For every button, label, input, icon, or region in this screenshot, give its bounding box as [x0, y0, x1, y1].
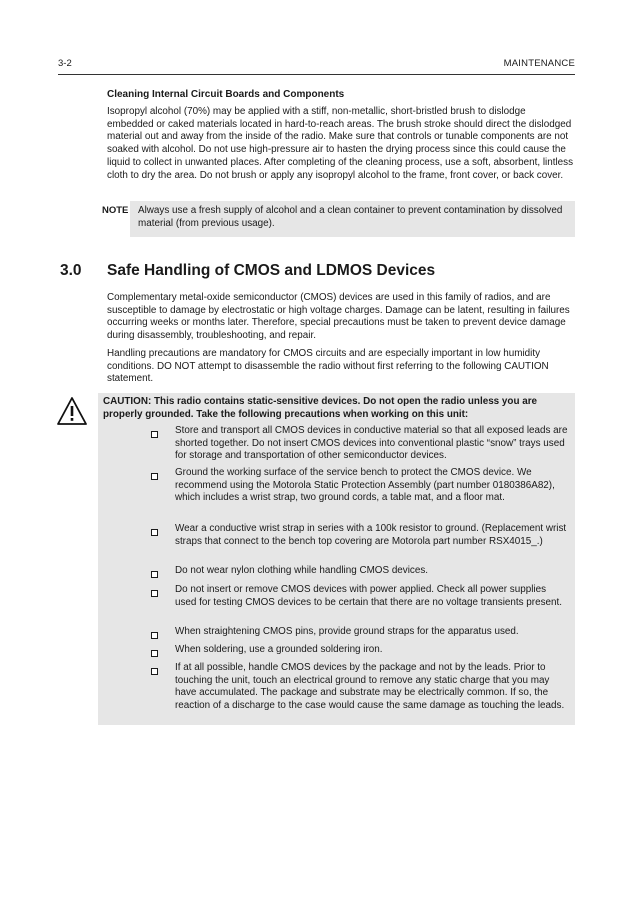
section-name: MAINTENANCE [503, 58, 575, 69]
cleaning-heading: Cleaning Internal Circuit Boards and Components [107, 89, 345, 100]
page-header [58, 58, 575, 74]
caution-heading: CAUTION: This radio contains static-sensitive devices. Do not open the radio unless you are properly grounded. Take the following precautions when working on this unit: [103, 396, 538, 420]
section-paragraph: Complementary metal-oxide semiconductor (CMOS) devices are used in this family of radios, and are susceptible to damage by electrostatic or high voltage charges. Damage can be latent, resulting in failures occurring weeks or months later. Therefore, special precautions must be taken to prevent device damage during disassembly, troubleshooting, and repair. [107, 292, 570, 342]
checkbox-bullet-icon [151, 668, 158, 675]
warning-triangle-icon [57, 396, 87, 426]
checkbox-bullet-icon [151, 473, 158, 480]
cleaning-paragraph: Isopropyl alcohol (70%) may be applied with a stiff, non-metallic, short-bristled brush to dislodge embedded or caked materials located in hard-to-reach areas. The brush stroke should direct the dislodged material out and away from the inside of the radio. Make sure that controls or tunable components are not soaked with alcohol. Do not use high-pressure air to hasten the drying process since this could cause the liquid to collect in unwanted places. After completing of the cleaning process, use a soft, absorbent, lintless cloth to dry the area. Do not brush or apply any isopropyl alcohol to the frame, front cover, or back cover. [107, 106, 574, 181]
precaution-text: When straightening CMOS pins, provide ground straps for the apparatus used. [175, 626, 519, 637]
precaution-text: Wear a conductive wrist strap in series with a 100k resistor to ground. (Replacement wrist straps that connect to the bench top covering are Motorola part number RSX4015_.) [175, 523, 567, 547]
checkbox-bullet-icon [151, 632, 158, 639]
precaution-text: When soldering, use a grounded soldering iron. [175, 644, 383, 655]
precaution-text: If at all possible, handle CMOS devices by the package and not by the leads. Prior to touching the unit, touch an electrical ground to remove any static charge that you may have accumulated. The package and substrate may be electrically common. If so, the reaction of a discharge to the case would cause the same damage as touching the leads. [175, 662, 565, 712]
checkbox-bullet-icon [151, 529, 158, 536]
checkbox-bullet-icon [151, 431, 158, 438]
precaution-text: Do not wear nylon clothing while handling CMOS devices. [175, 565, 429, 576]
header-divider [58, 74, 575, 75]
note-text: Always use a fresh supply of alcohol and a clean container to prevent contamination by dissolved material (from previous usage). [138, 205, 563, 229]
section-title: Safe Handling of CMOS and LDMOS Devices [107, 262, 436, 279]
page-number: 3-2 [58, 58, 72, 69]
precaution-text: Ground the working surface of the service bench to protect the CMOS device. We recommend using the Motorola Static Protection Assembly (part number 0180386A82), which includes a wrist strap, two ground cords, a table mat, and a floor mat. [175, 467, 555, 504]
section-number: 3.0 [60, 262, 82, 279]
checkbox-bullet-icon [151, 571, 158, 578]
note-label: NOTE [102, 205, 129, 216]
section-paragraph: Handling precautions are mandatory for CMOS circuits and are especially important in low humidity conditions. DO NOT attempt to disassemble the radio without first referring to the following CAUTION statement. [107, 348, 549, 385]
precaution-text: Store and transport all CMOS devices in conductive material so that all exposed leads are shorted together. Do not insert CMOS devices into conventional plastic “snow” trays used for storage and transportation of other semiconductor devices. [175, 425, 568, 462]
checkbox-bullet-icon [151, 590, 158, 597]
checkbox-bullet-icon [151, 650, 158, 657]
precaution-text: Do not insert or remove CMOS devices with power applied. Check all power supplies used for testing CMOS devices to be certain that there are no voltage transients present. [175, 584, 562, 608]
